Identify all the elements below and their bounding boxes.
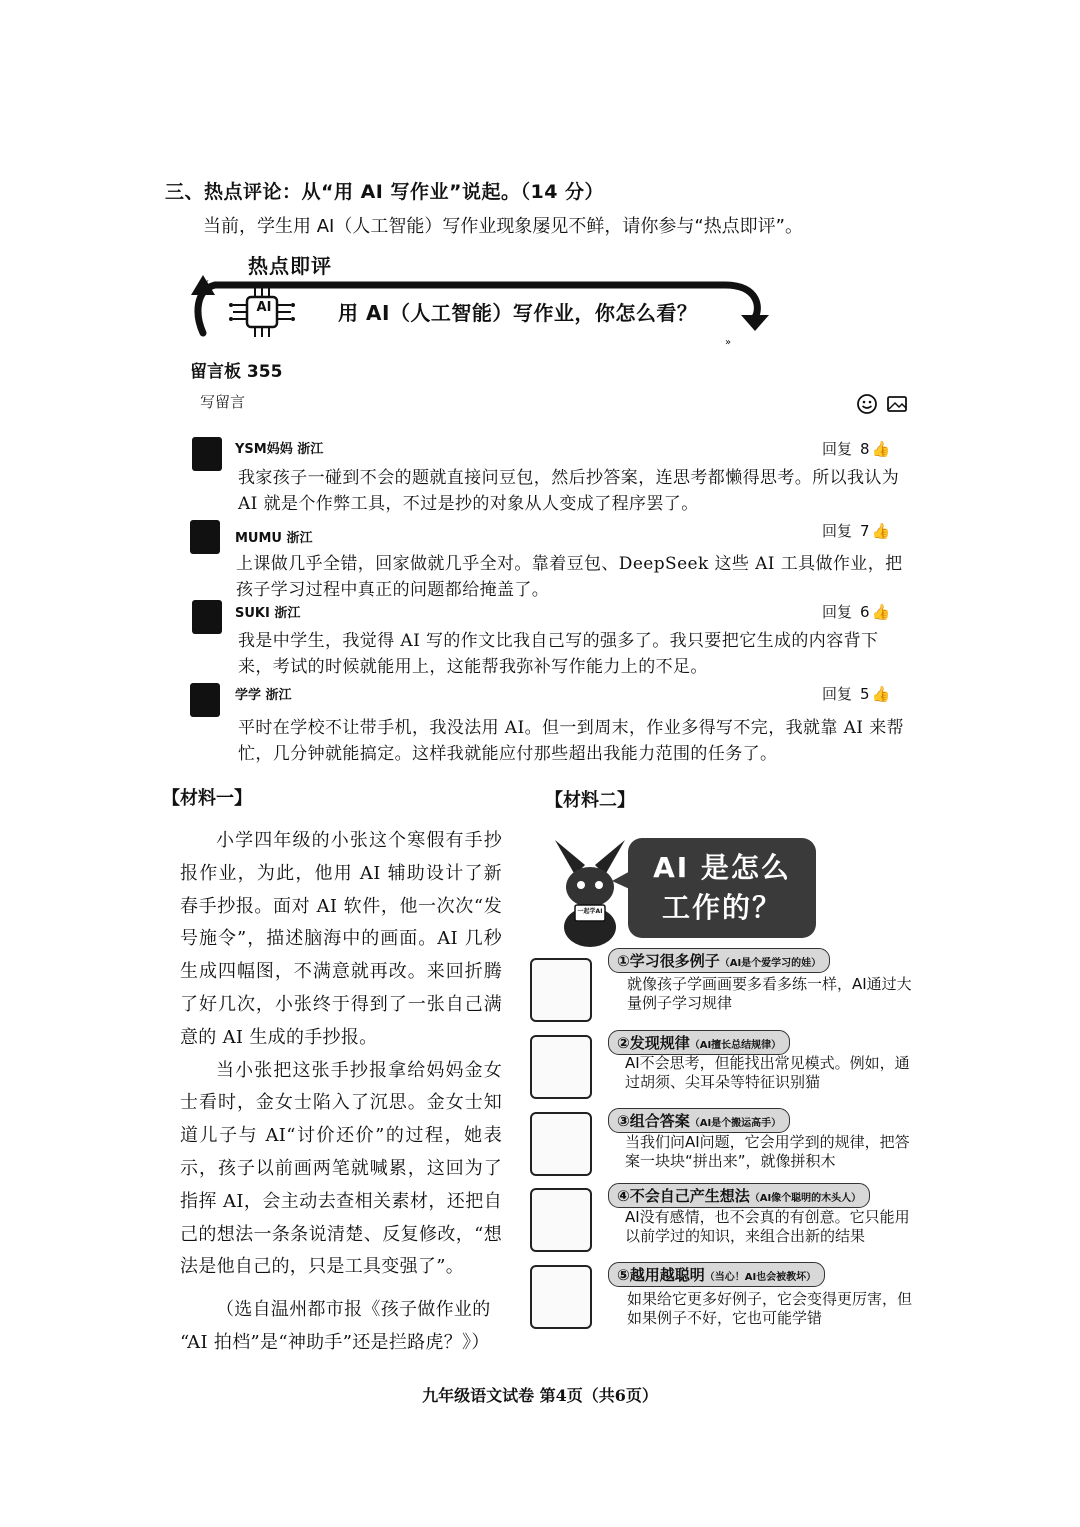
learn-examples-icon xyxy=(530,958,592,1022)
bubble-line: 工作的？ xyxy=(661,891,782,924)
no-ideas-icon xyxy=(530,1188,592,1252)
thumbs-up-icon[interactable]: 👍 xyxy=(871,521,891,540)
comment-actions xyxy=(822,601,890,622)
step-title: ①学习很多例子（AI是个爱学习的娃） xyxy=(608,948,830,973)
section-heading: 三、热点评论：从“用 AI 写作业”说起。（14 分） xyxy=(165,181,605,203)
step-title: ④不会自己产生想法（AI像个聪明的木头人） xyxy=(608,1183,870,1208)
fox-sign: 一起学AI xyxy=(577,908,603,915)
step-text: 如果给它更多好例子，它会变得更厉害，但如果例子不好，它也可能学错 xyxy=(627,1290,913,1327)
like-count: 6 xyxy=(860,602,870,621)
emoji-icon[interactable] xyxy=(856,393,878,415)
material-one-paragraph: 小学四年级的小张这个寒假有手抄报作业，为此，他用 AI 辅助设计了新春手抄报。面对 AI 软件，他一次次“发号施令”，描述脑海中的画面。AI 几秒生成四幅图，不满意就再改。来回折腾了好几次，小张终于得到了一张自己满意的 AI 生成的手抄报。 xyxy=(180,830,502,1048)
material-one-source: （选自温州都市报《孩子做作业的 xyxy=(216,1299,491,1321)
material-two-label: 【材料二】 xyxy=(545,790,635,811)
ai-chip-label: AI xyxy=(256,300,272,315)
like-count: 5 xyxy=(860,684,870,703)
reply-button[interactable]: 回复 xyxy=(822,440,853,458)
comment-user: SUKI 浙江 xyxy=(235,606,301,621)
comment-text: 我家孩子一碰到不会的题就直接问豆包，然后抄答案，连思考都懒得思考。所以我认为 AI 就是个作弊工具，不过是抄的对象从人变成了程序罢了。 xyxy=(238,468,900,514)
reply-button[interactable]: 回复 xyxy=(822,603,853,621)
step-text: AI没有感情，也不会真的有创意。它只能用以前学过的知识，来组合出新的结果 xyxy=(625,1208,910,1245)
comment-tools xyxy=(856,393,908,415)
step-title: ②发现规律（AI擅长总结规律） xyxy=(608,1030,790,1055)
avatar xyxy=(192,600,222,634)
comment-actions xyxy=(822,520,890,541)
message-board-title: 留言板 355 xyxy=(190,362,283,382)
comment-text: 我是中学生，我觉得 AI 写的作文比我自己写的强多了。我只要把它生成的内容背下来，考试的时候就能用上，这能帮我弥补写作能力上的不足。 xyxy=(238,631,879,677)
banner-question: 用 AI（人工智能）写作业，你怎么看？ xyxy=(338,301,698,325)
material-one-label: 【材料一】 xyxy=(162,788,252,809)
combine-answers-icon xyxy=(530,1112,592,1176)
comment-actions xyxy=(822,683,890,704)
comment-user: MUMU 浙江 xyxy=(235,531,313,546)
banner-tag: 热点即评 xyxy=(248,254,332,278)
material-one-body xyxy=(180,825,502,1360)
step-text: 就像孩子学画画要多看多练一样，AI通过大量例子学习规律 xyxy=(627,975,912,1012)
image-icon[interactable] xyxy=(886,393,908,415)
material-one-source: “AI 拍档”是“神助手”还是拦路虎？》） xyxy=(180,1331,490,1353)
thumbs-up-icon[interactable]: 👍 xyxy=(871,602,891,621)
avatar xyxy=(190,683,220,717)
section-intro: 当前，学生用 AI（人工智能）写作业现象屡见不鲜，请你参与“热点即评”。 xyxy=(203,216,803,237)
comment-actions xyxy=(822,438,890,459)
page-footer: 九年级语文试卷 第4页（共6页） xyxy=(422,1386,658,1405)
comment-text: 上课做几乎全错，回家做就几乎全对。靠着豆包、DeepSeek 这些 AI 工具做作业，把孩子学习过程中真正的问题都给掩盖了。 xyxy=(236,554,903,600)
comment-user: 学学 浙江 xyxy=(235,688,292,703)
reply-button[interactable]: 回复 xyxy=(822,522,853,540)
comment-user: YSM妈妈 浙江 xyxy=(235,442,324,457)
step-title: ③组合答案（AI是个搬运高手） xyxy=(608,1108,790,1133)
comment-text: 平时在学校不让带手机，我没法用 AI。但一到周末，作业多得写不完，我就靠 AI 来帮忙，几分钟就能搞定。这样我就能应付那些超出我能力范围的任务了。 xyxy=(238,718,904,764)
step-text: 当我们问AI问题，它会用学到的规律，把答案一块块“拼出来”，就像拼积木 xyxy=(625,1133,910,1170)
reply-button[interactable]: 回复 xyxy=(822,685,853,703)
thumbs-up-icon[interactable]: 👍 xyxy=(871,684,891,703)
find-patterns-icon xyxy=(530,1035,592,1099)
step-text: AI不会思考，但能找出常见模式。例如，通过胡须、尖耳朵等特征识别猫 xyxy=(625,1054,910,1091)
write-comment-button[interactable]: 写留言 xyxy=(200,393,246,411)
bubble-line: AI 是怎么 xyxy=(653,851,791,884)
thumbs-up-icon[interactable]: 👍 xyxy=(871,439,891,458)
step-title: ⑤越用越聪明（当心！AI也会被教坏） xyxy=(608,1262,825,1287)
ai-bubble xyxy=(628,838,816,938)
like-count: 8 xyxy=(860,439,870,458)
svg-text:«: « xyxy=(203,277,210,288)
material-one-paragraph: 当小张把这张手抄报拿给妈妈金女士看时，金女士陷入了沉思。金女士知道儿子与 AI“讨价还价”的过程，她表示，孩子以前画两笔就喊累，这回为了指挥 AI，会主动去查相关素材，还把自己的想法一条条说清楚、反复修改，“想法是他自己的，只是工具变强了”。 xyxy=(180,1059,502,1278)
avatar xyxy=(190,520,220,554)
avatar xyxy=(192,437,222,471)
svg-text:»: » xyxy=(725,337,732,348)
arrow-down-icon xyxy=(741,315,769,331)
like-count: 7 xyxy=(860,521,870,540)
smarter-icon xyxy=(530,1265,592,1329)
